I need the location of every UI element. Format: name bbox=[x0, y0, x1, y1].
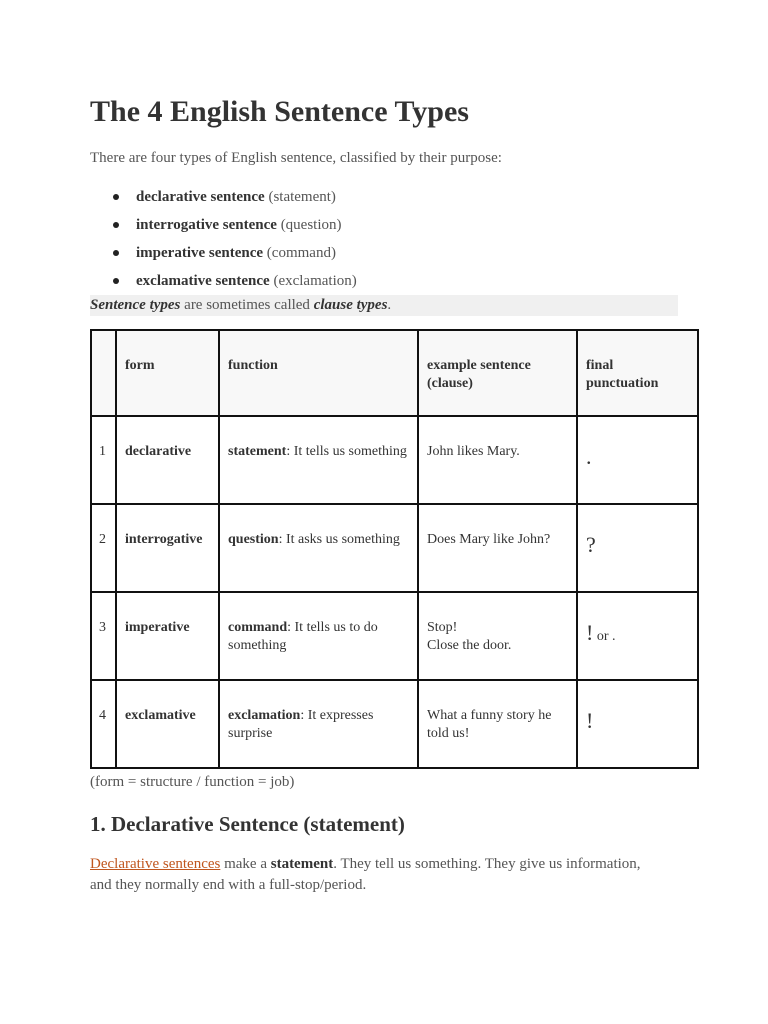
function-cell bbox=[219, 680, 418, 768]
table-header-row bbox=[91, 330, 698, 416]
para-text-1: make a bbox=[220, 856, 271, 872]
form-cell bbox=[116, 592, 219, 680]
example-text: Stop! bbox=[427, 620, 458, 635]
example-cell bbox=[418, 592, 577, 680]
section-heading: 1. Declarative Sentence (statement) bbox=[90, 812, 405, 836]
function-desc: : It expresses surprise bbox=[228, 708, 374, 741]
list-item bbox=[90, 214, 357, 242]
table-row bbox=[91, 680, 698, 768]
punctuation-mark: . bbox=[586, 444, 592, 469]
section-paragraph bbox=[90, 854, 650, 896]
example-text: What a funny story he told us! bbox=[427, 708, 552, 741]
type-name: exclamative sentence bbox=[136, 273, 270, 289]
page-title: The 4 English Sentence Types bbox=[90, 95, 469, 128]
form-cell bbox=[116, 416, 219, 504]
table-row bbox=[91, 504, 698, 592]
para-text-2: . They tell us something. They give us information, and they normally end with a full-stop/period. bbox=[90, 856, 641, 893]
example-cell bbox=[418, 416, 577, 504]
type-desc: (statement) bbox=[264, 189, 336, 205]
function-name: command bbox=[228, 620, 288, 635]
header-form: form bbox=[116, 330, 219, 416]
type-desc: (command) bbox=[263, 245, 336, 261]
type-name: imperative sentence bbox=[136, 245, 264, 261]
row-number: 1 bbox=[91, 416, 116, 504]
form-name: interrogative bbox=[125, 532, 203, 547]
header-example: example sentence (clause) bbox=[418, 330, 577, 416]
punctuation-cell bbox=[577, 504, 698, 592]
list-item bbox=[90, 186, 357, 214]
intro-text: There are four types of English sentence, classified by their purpose: bbox=[90, 150, 502, 166]
type-desc: (exclamation) bbox=[269, 273, 357, 289]
table-row bbox=[91, 416, 698, 504]
note-term-sentence-types: Sentence types bbox=[90, 297, 181, 313]
punctuation-mark: ? bbox=[586, 532, 596, 557]
function-desc: : It tells us to do something bbox=[228, 620, 378, 653]
row-number: 2 bbox=[91, 504, 116, 592]
form-name: declarative bbox=[125, 444, 192, 459]
punctuation-alt: . bbox=[612, 629, 616, 644]
note-term-clause-types: clause types bbox=[313, 297, 388, 313]
function-desc: : It tells us something bbox=[286, 444, 407, 459]
form-name: exclamative bbox=[125, 708, 196, 723]
declarative-sentences-link[interactable]: Declarative sentences bbox=[90, 856, 221, 872]
row-number: 4 bbox=[91, 680, 116, 768]
row-number: 3 bbox=[91, 592, 116, 680]
table-row bbox=[91, 592, 698, 680]
punctuation-cell bbox=[577, 592, 698, 680]
function-name: statement bbox=[228, 444, 287, 459]
function-cell bbox=[219, 592, 418, 680]
punctuation-mark: ! bbox=[586, 708, 594, 733]
form-function-note: (form = structure / function = job) bbox=[90, 774, 295, 790]
para-bold: statement bbox=[270, 856, 334, 872]
example-text: John likes Mary. bbox=[427, 444, 520, 459]
punctuation-mark: ! bbox=[586, 620, 594, 645]
sentence-types-list bbox=[90, 186, 357, 298]
function-cell bbox=[219, 504, 418, 592]
header-punctuation: final punctuation bbox=[577, 330, 698, 416]
function-cell bbox=[219, 416, 418, 504]
clause-types-note bbox=[90, 295, 678, 316]
punctuation-cell bbox=[577, 416, 698, 504]
form-cell bbox=[116, 680, 219, 768]
header-function: function bbox=[219, 330, 418, 416]
example-text-2: Close the door. bbox=[427, 638, 512, 653]
note-end: . bbox=[387, 297, 392, 313]
example-cell bbox=[418, 504, 577, 592]
list-item bbox=[90, 242, 357, 270]
type-name: interrogative sentence bbox=[136, 217, 277, 233]
sentence-types-table bbox=[90, 329, 699, 769]
list-item bbox=[90, 270, 357, 298]
header-number bbox=[91, 330, 116, 416]
punctuation-cell bbox=[577, 680, 698, 768]
note-middle: are sometimes called bbox=[180, 297, 314, 313]
function-name: exclamation bbox=[228, 708, 301, 723]
punctuation-or: or bbox=[593, 629, 612, 644]
example-cell bbox=[418, 680, 577, 768]
example-text: Does Mary like John? bbox=[427, 532, 551, 547]
form-cell bbox=[116, 504, 219, 592]
type-name: declarative sentence bbox=[136, 189, 265, 205]
form-name: imperative bbox=[125, 620, 190, 635]
function-desc: : It asks us something bbox=[278, 532, 400, 547]
type-desc: (question) bbox=[276, 217, 342, 233]
function-name: question bbox=[228, 532, 279, 547]
